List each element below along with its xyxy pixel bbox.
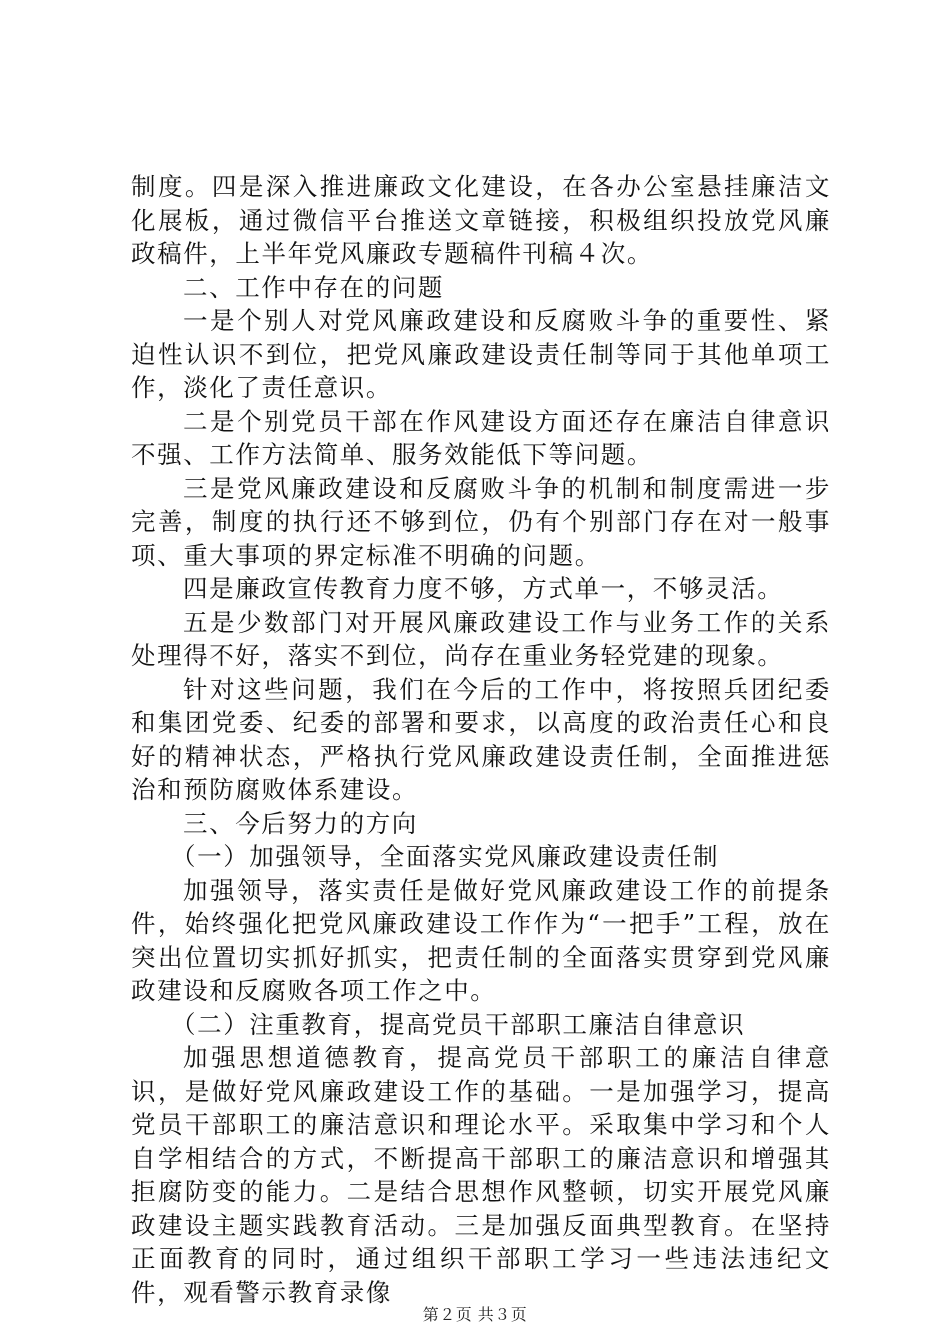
page-number-footer: 第２页 共３页	[422, 1305, 528, 1324]
subsection-heading: （一）加强领导，全面落实党风廉政建设责任制	[171, 842, 720, 871]
document-body	[131, 170, 831, 1309]
paragraph: 五是少数部门对开展风廉政建设工作与业务工作的关系处理得不好，落实不到位，尚存在重业务轻党建的现象。	[131, 607, 831, 670]
paragraph: 一是个别人对党风廉政建设和反腐败斗争的重要性、紧迫性认识不到位，把党风廉政建设责任制等同于其他单项工作，淡化了责任意识。	[131, 306, 831, 402]
paragraph: 四是廉政宣传教育力度不够，方式单一，不够灵活。	[183, 574, 784, 603]
paragraph: 三是党风廉政建设和反腐败斗争的机制和制度需进一步完善，制度的执行还不够到位，仍有个别部门存在对一般事项、重大事项的界定标准不明确的问题。	[131, 473, 831, 570]
subsection-heading: （二）注重教育，提高党员干部职工廉洁自律意识	[171, 1009, 746, 1039]
paragraph: 加强领导，落实责任是做好党风廉政建设工作的前提条件，始终强化把党风廉政建设工作作为“一把手”工程，放在突出位置切实抓好抓实，把责任制的全面落实贯穿到党风廉政建设和反腐败各项工作之中。	[131, 875, 831, 1005]
paragraph: 加强思想道德教育，提高党员干部职工的廉洁自律意识，是做好党风廉政建设工作的基础。一是加强学习，提高党员干部职工的廉洁意识和理论水平。采取集中学习和个人自学相结合的方式，不断提高干部职工的廉洁意识和增强其拒腐防变的能力。二是结合思想作风整顿，切实开展党风廉政建设主题实践教育活动。三是加强反面典型教育。在坚持正面教育的同时，通过组织干部职工学习一些违法违纪文件，观看警示教育录像	[131, 1043, 831, 1307]
section-heading: 二、工作中存在的问题	[183, 272, 444, 302]
paragraph: 针对这些问题，我们在今后的工作中，将按照兵团纪委和集团党委、纪委的部署和要求，以高度的政治责任心和良好的精神状态，严格执行党风廉政建设责任制，全面推进惩治和预防腐败体系建设。	[131, 674, 831, 804]
paragraph: 二是个别党员干部在作风建设方面还存在廉洁自律意识不强、工作方法简单、服务效能低下等问题。	[131, 406, 831, 469]
section-heading: 三、今后努力的方向	[183, 808, 418, 838]
paragraph: 制度。四是深入推进廉政文化建设，在各办公室悬挂廉洁文化展板，通过微信平台推送文章链接，积极组织投放党风廉政稿件，上半年党风廉政专题稿件刊稿４次。	[131, 172, 831, 268]
